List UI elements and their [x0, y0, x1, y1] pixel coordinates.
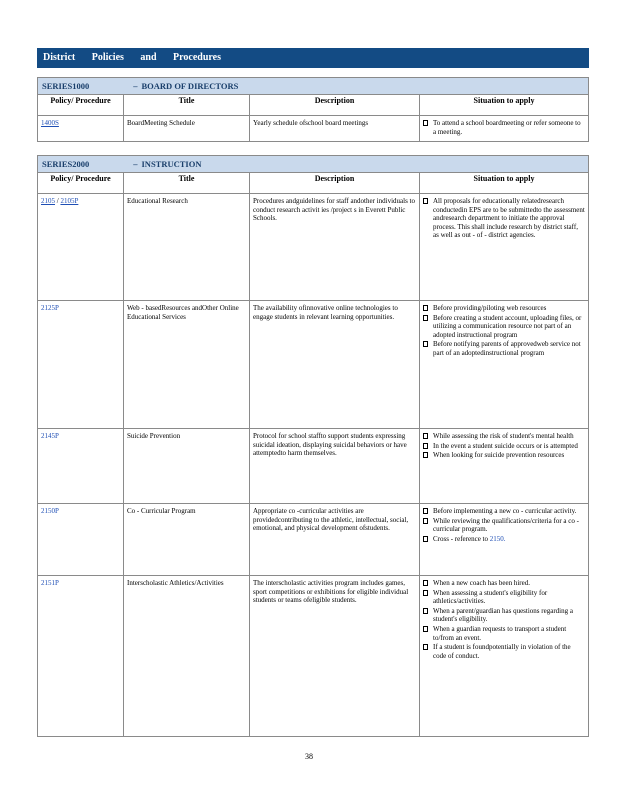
row-description: The availability ofinnovative online technologies to engage students in relevant learning opportunities.: [250, 301, 420, 428]
col-title: Title: [124, 95, 250, 115]
row-description: The interscholastic activities program includes games, sport competitions or exhibitions for eligible individual students or teams ofeligible students.: [250, 576, 420, 736]
table-row: [38, 301, 588, 429]
series-code: SERIES1000: [42, 81, 90, 91]
policy-link-2125P[interactable]: 2125P: [41, 304, 59, 312]
row-title: Co - Curricular Program: [124, 504, 250, 575]
table-row: 2105 / 2105P Educational Research Procedures andguidelines for staff andother individuals to conduct research activit ies /project s in Everett Public Schools. All proposals for educationally relatedresearch conductedin EPS are to be submittedto the assessment andresearch department to initiate the approval process. This shall include research by district staff, as well as out - of - district agencies.: [38, 194, 588, 301]
policy-link-2150P[interactable]: 2150P: [41, 507, 59, 515]
series-name: INSTRUCTION: [141, 159, 202, 169]
row-description: Yearly schedule ofschool board meetings: [250, 116, 420, 141]
col-situation: Situation to apply: [473, 174, 535, 183]
col-policy: Policy/ Procedure: [38, 95, 124, 115]
col-situation: Situation to apply: [473, 96, 535, 105]
series-2000-table: [37, 155, 589, 737]
row-title: BoardMeeting Schedule: [124, 116, 250, 141]
table-row: [38, 576, 588, 736]
policy-link-1400S[interactable]: 1400S: [41, 119, 59, 127]
row-description: Appropriate co -curricular activities are providedcontributing to the athletic, intellectual, social, emotional, and physical development ofstudents.: [250, 504, 420, 575]
situation-item: All proposals for educationally relatedresearch conductedin EPS are to be submittedto the assessment andresearch department to initiate the approval process. This shall include research by district staff, as well as out - of - district agencies.: [423, 197, 585, 240]
table-row: [38, 116, 588, 141]
situation-item: In the event a student suicide occurs or is attempted: [423, 442, 585, 451]
cross-reference-link[interactable]: 2150.: [489, 534, 506, 543]
row-description: Protocol for school staffto support students expressing suicidal ideation, displaying suicidal behaviors or have attemptedto harm themselves.: [250, 429, 420, 503]
col-policy: Policy/ Procedure: [38, 173, 124, 193]
policy-link-2105[interactable]: 2105: [41, 197, 55, 205]
situation-item: While reviewing the qualifications/criteria for a co - curricular program.: [423, 517, 585, 534]
series-2000-header: SERIES2000 – INSTRUCTION: [38, 156, 588, 173]
policy-link-2145P[interactable]: 2145P: [41, 432, 59, 440]
col-description: Description: [250, 95, 420, 115]
row-title: Web - basedResources andOther Online Educational Services: [124, 301, 250, 428]
col-title: Title: [124, 173, 250, 193]
table-row: [38, 504, 588, 576]
col-description: Description: [250, 173, 420, 193]
situation-item: When a guardian requests to transport a student to/from an event.: [423, 625, 585, 642]
policy-link-2105P[interactable]: 2105P: [60, 197, 79, 205]
series-1000-header: SERIES1000 – BOARD OF DIRECTORS: [38, 78, 588, 95]
situation-item: Cross - reference to 2150.: [423, 535, 585, 544]
situation-item: Before creating a student account, uploading files, or utilizing a communication resource not part of an adopted instructional program: [423, 314, 585, 340]
situation-item: To attend a school boardmeeting or refer someone to a meeting.: [423, 119, 585, 136]
situation-item: When a parent/guardian has questions regarding a student's eligibility.: [423, 607, 585, 624]
situation-item: When a new coach has been hired.: [423, 579, 585, 588]
table-row: [38, 429, 588, 504]
situation-item: When assessing a student's eligibility for athletics/activities.: [423, 589, 585, 606]
situation-item: Before notifying parents of approvedweb service not part of an adoptedinstructional program: [423, 340, 585, 357]
situation-item: If a student is foundpotentially in violation of the code of conduct.: [423, 643, 585, 660]
row-description: Procedures andguidelines for staff andother individuals to conduct research activit ies /project s in Everett Public Schools.: [250, 194, 420, 300]
page-banner: District Policies and Procedures: [37, 48, 589, 68]
policy-link-2151P[interactable]: 2151P: [41, 579, 59, 587]
row-title: Educational Research: [124, 194, 250, 300]
column-headers: [38, 95, 588, 116]
situation-item: While assessing the risk of student's mental health: [423, 432, 585, 441]
column-headers: [38, 173, 588, 194]
series-code: SERIES2000: [42, 159, 90, 169]
situation-item: When looking for suicide prevention resources: [423, 451, 585, 460]
page-number: 38: [305, 752, 313, 761]
row-title: Suicide Prevention: [124, 429, 250, 503]
series-name: BOARD OF DIRECTORS: [141, 81, 239, 91]
row-title: Interscholastic Athletics/Activities: [124, 576, 250, 736]
series-1000-table: [37, 77, 589, 142]
situation-item: Before providing/piloting web resources: [423, 304, 585, 313]
situation-item: Before implementing a new co - curricular activity.: [423, 507, 585, 516]
